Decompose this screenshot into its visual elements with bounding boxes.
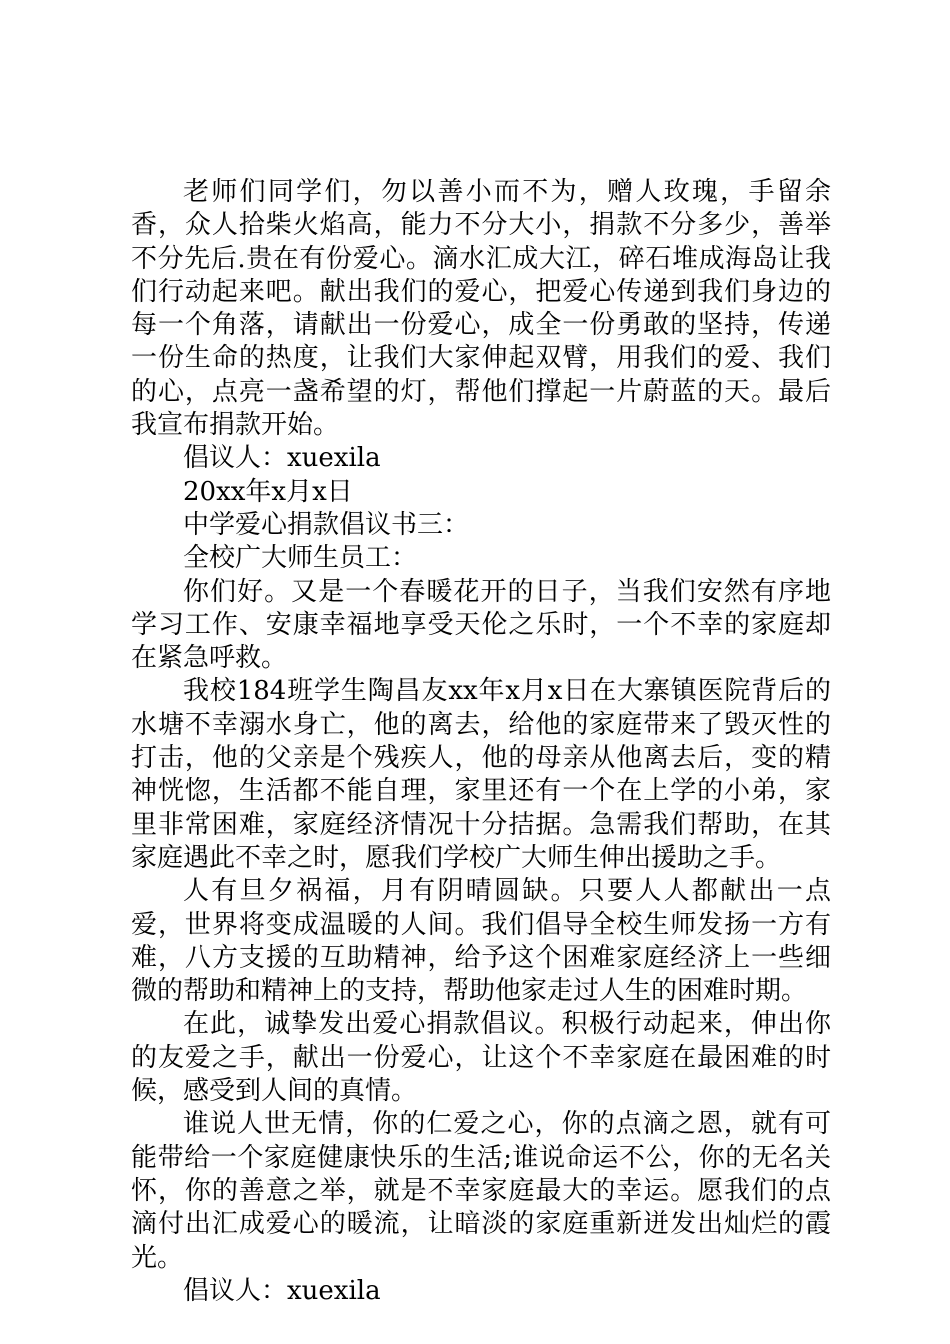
paragraph-closing-appeal: 老师们同学们，勿以善小而不为，赠人玫瑰，手留余香，众人拾柴火焰高，能力不分大小，捐款不分多少，善举不分先后.贵在有份爱心。滴水汇成大江，碎石堆成海岛让我们行动起来吧。献出我们的爱心，把爱心传递到我们身边的每一个角落，请献出一份爱心，成全一份勇敢的坚持，传递一份生命的热度，让我们大家伸起双臂，用我们的爱、我们的心，点亮一盏希望的灯，帮他们撑起一片蔚蓝的天。最后我宣布捐款开始。	[131, 177, 831, 441]
paragraph-encouragement: 谁说人世无情，你的仁爱之心，你的点滴之恩，就有可能带给一个家庭健康快乐的生活;谁说命运不公，你的无名关怀，你的善意之举，就是不幸家庭最大的幸运。愿我们的点滴付出汇成爱心的暖流，让暗淡的家庭重新迸发出灿烂的霞光。	[131, 1109, 831, 1273]
paragraph-initiator-signature: 倡议人：xuexila	[183, 1275, 381, 1306]
document-body	[131, 176, 831, 1308]
paragraph-salutation: 全校广大师生员工：	[183, 543, 418, 574]
paragraph-call-for-help: 人有旦夕祸福，月有阴晴圆缺。只要人人都献出一点爱，世界将变成温暖的人间。我们倡导全校生师发扬一方有难，八方支援的互助精神，给予这个困难家庭经济上一些细微的帮助和精神上的支持，帮助他家走过人生的困难时期。	[131, 876, 831, 1007]
paragraph-student-story: 我校184班学生陶昌友xx年x月x日在大寨镇医院背后的水塘不幸溺水身亡，他的离去，给他的家庭带来了毁灭性的打击，他的父亲是个残疾人，他的母亲从他离去后，变的精神恍惚，生活都不能自理，家里还有一个在上学的小弟，家里非常困难，家庭经济情况十分拮据。急需我们帮助，在其家庭遇此不幸之时，愿我们学校广大师生伸出援助之手。	[131, 676, 831, 873]
paragraph-greeting: 你们好。又是一个春暖花开的日子，当我们安然有序地学习工作、安康幸福地享受天伦之乐时，一个不幸的家庭却在紧急呼救。	[131, 576, 831, 674]
paragraph-date: 20xx年x月x日	[183, 476, 353, 507]
paragraph-proposal: 在此，诚挚发出爱心捐款倡议。积极行动起来，伸出你的友爱之手，献出一份爱心，让这个不幸家庭在最困难的时候，感受到人间的真情。	[131, 1009, 831, 1107]
paragraph-initiator: 倡议人：xuexila	[183, 443, 381, 474]
paragraph-section-title: 中学爱心捐款倡议书三：	[183, 509, 470, 540]
